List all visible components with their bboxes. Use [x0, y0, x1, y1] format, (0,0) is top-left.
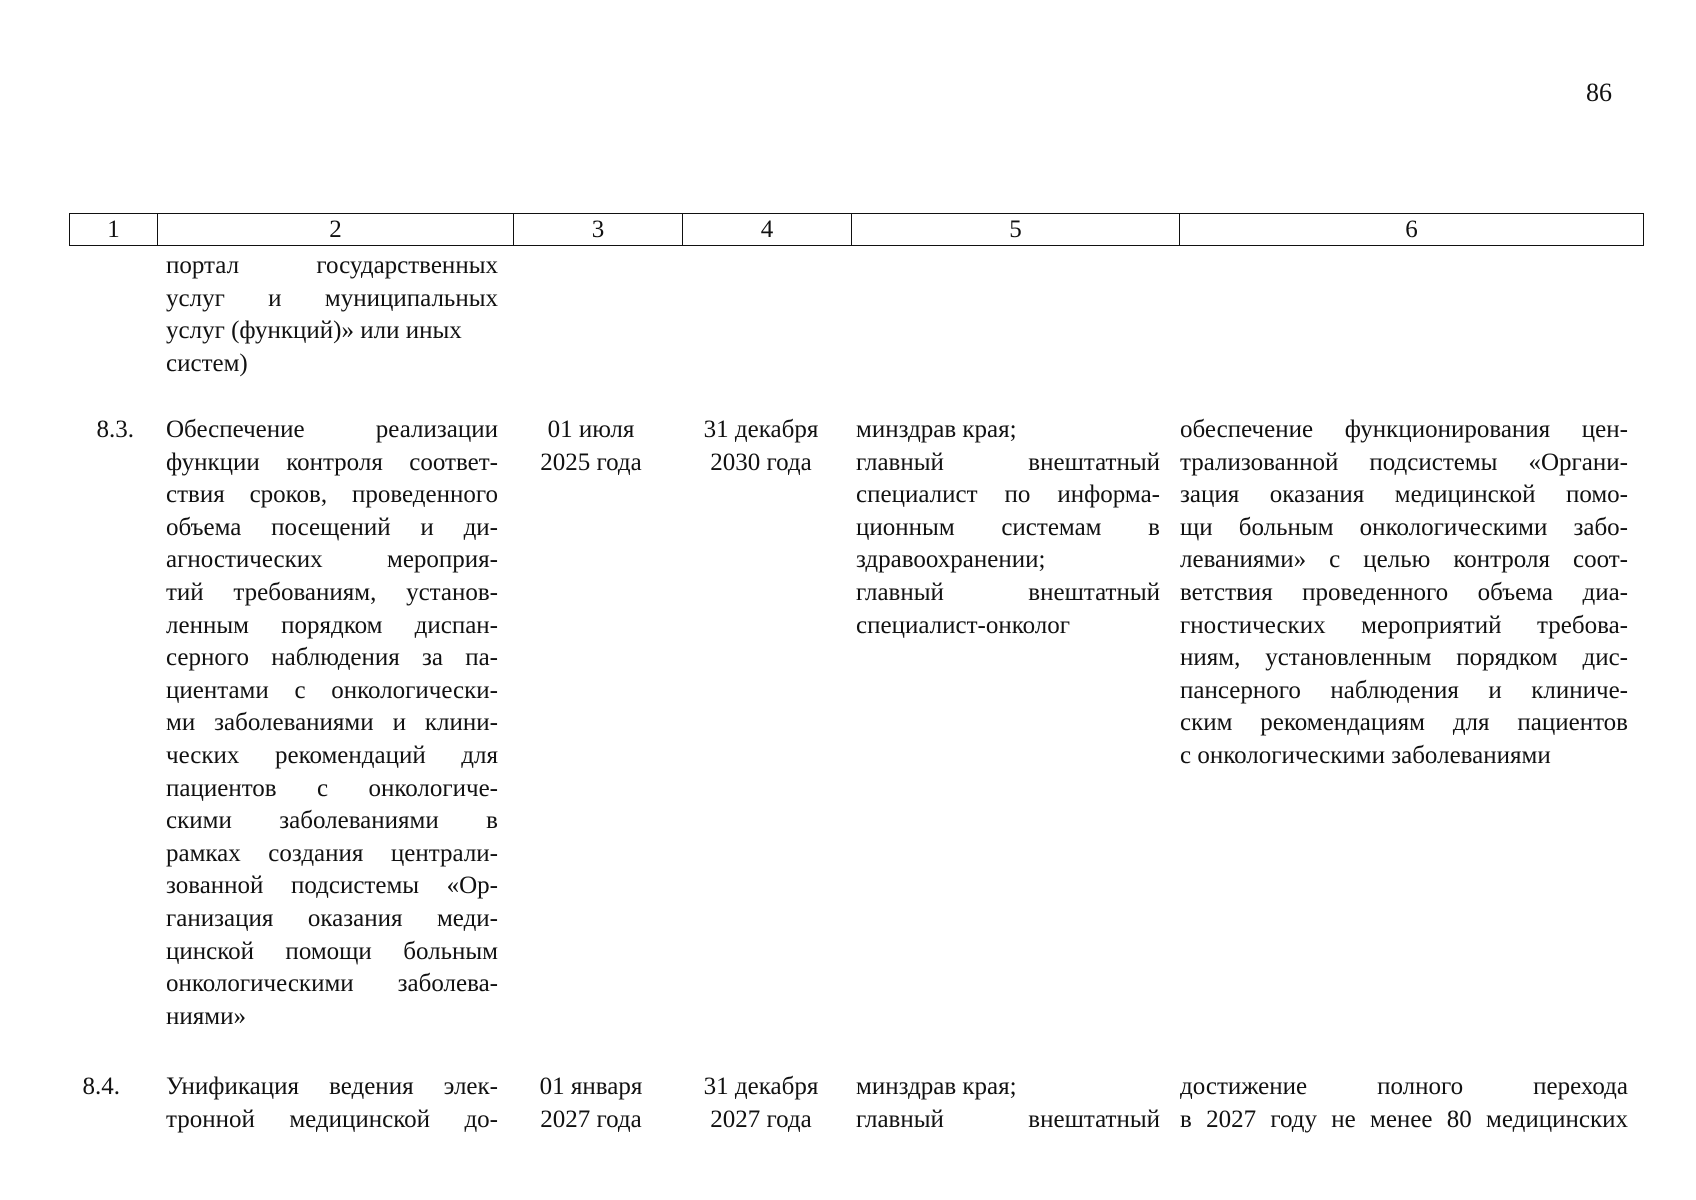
text-line: скими заболеваниями в — [166, 807, 498, 835]
text-line: ским рекомендациям для пациентов — [1180, 709, 1628, 737]
row-8-4-responsible — [856, 1071, 1160, 1136]
text-line: ветствия проведенного объема диа- — [1180, 578, 1628, 606]
text-line: специалист по информа- — [856, 481, 1160, 509]
row-8-3-description — [166, 414, 498, 1033]
text-line: портал государственных — [166, 252, 498, 279]
text-line: серного наблюдения за па- — [166, 644, 498, 672]
text-line: 01 июля — [547, 416, 635, 443]
table-header — [69, 213, 1644, 246]
text-line: систем) — [166, 349, 248, 377]
text-line: зованной подсистемы «Ор- — [166, 872, 498, 900]
header-col-2: 2 — [158, 214, 514, 246]
text-line: объема посещений и ди- — [166, 513, 498, 541]
text-line: 31 декабря — [703, 1073, 819, 1100]
row-8-3-start-date — [522, 414, 660, 479]
row-8-4-end-date — [692, 1071, 830, 1136]
text-line: 01 января — [539, 1073, 643, 1100]
text-line: с онкологическими заболеваниями — [1180, 741, 1551, 769]
text-line: трализованной подсистемы «Органи- — [1180, 448, 1628, 476]
text-line: 2025 года — [540, 448, 642, 476]
header-col-3: 3 — [514, 214, 683, 246]
page-number: 86 — [1586, 78, 1612, 107]
text-line: Унификация ведения элек- — [166, 1073, 498, 1100]
header-col-5: 5 — [852, 214, 1180, 246]
text-line: специалист-онколог — [856, 611, 1071, 639]
text-line: минздрав края; — [856, 1073, 1017, 1100]
text-line: онкологическими заболева- — [166, 970, 498, 998]
text-line: тий требованиям, установ- — [166, 578, 498, 606]
text-line: пансерного наблюдения и клиниче- — [1180, 676, 1628, 704]
continuation-description — [166, 250, 498, 380]
text-line: 2027 года — [710, 1105, 812, 1133]
row-8-3-end-date — [692, 414, 830, 479]
text-line: циентами с онкологически- — [166, 676, 498, 704]
text-line: тронной медицинской до- — [166, 1105, 498, 1133]
text-line: 2027 года — [540, 1105, 642, 1133]
text-line: ционным системам в — [856, 513, 1160, 541]
text-line: здравоохранении; — [856, 546, 1046, 574]
row-8-4-result — [1180, 1071, 1628, 1136]
header-col-4: 4 — [683, 214, 852, 246]
text-line: 31 декабря — [703, 416, 819, 443]
text-line: обеспечение функционирования цен- — [1180, 416, 1628, 443]
text-line: ниями» — [166, 1002, 246, 1030]
text-line: леваниями» с целью контроля соот- — [1180, 546, 1628, 574]
row-8-3-result — [1180, 414, 1628, 773]
text-line: ниям, установленным порядком дис- — [1180, 644, 1628, 672]
text-line: зация оказания медицинской помо- — [1180, 481, 1628, 509]
text-line: 2030 года — [710, 448, 812, 476]
row-8-4-start-date — [522, 1071, 660, 1136]
text-line: ми заболеваниями и клини- — [166, 709, 498, 737]
text-line: в 2027 году не менее 80 медицинских — [1180, 1105, 1628, 1133]
row-number: 8.3. — [96, 416, 134, 443]
text-line: щи больным онкологическими забо- — [1180, 513, 1628, 541]
text-line: ленным порядком диспан- — [166, 611, 498, 639]
text-line: рамках создания централи- — [166, 839, 498, 867]
text-line: пациентов с онкологиче- — [166, 774, 498, 802]
text-line: главный внештатный — [856, 448, 1160, 476]
text-line: цинской помощи больным — [166, 937, 498, 965]
row-number: 8.4. — [82, 1073, 120, 1100]
text-line: главный внештатный — [856, 1105, 1160, 1133]
text-line: главный внештатный — [856, 578, 1160, 606]
row-8-4-description — [166, 1071, 498, 1136]
header-col-1: 1 — [70, 214, 158, 246]
row-8-3-responsible — [856, 414, 1160, 642]
text-line: функции контроля соответ- — [166, 448, 498, 476]
text-line: гностических мероприятий требова- — [1180, 611, 1628, 639]
text-line: минздрав края; — [856, 416, 1017, 443]
text-line: услуг и муниципальных — [166, 284, 498, 312]
header-col-6: 6 — [1180, 214, 1644, 246]
text-line: достижение полного перехода — [1180, 1073, 1628, 1100]
text-line: ствия сроков, проведенного — [166, 481, 498, 509]
text-line: ческих рекомендаций для — [166, 741, 498, 769]
text-line: ганизация оказания меди- — [166, 904, 498, 932]
text-line: Обеспечение реализации — [166, 416, 498, 443]
text-line: агностических мероприя- — [166, 546, 498, 574]
text-line: услуг (функций)» или иных — [166, 317, 462, 345]
